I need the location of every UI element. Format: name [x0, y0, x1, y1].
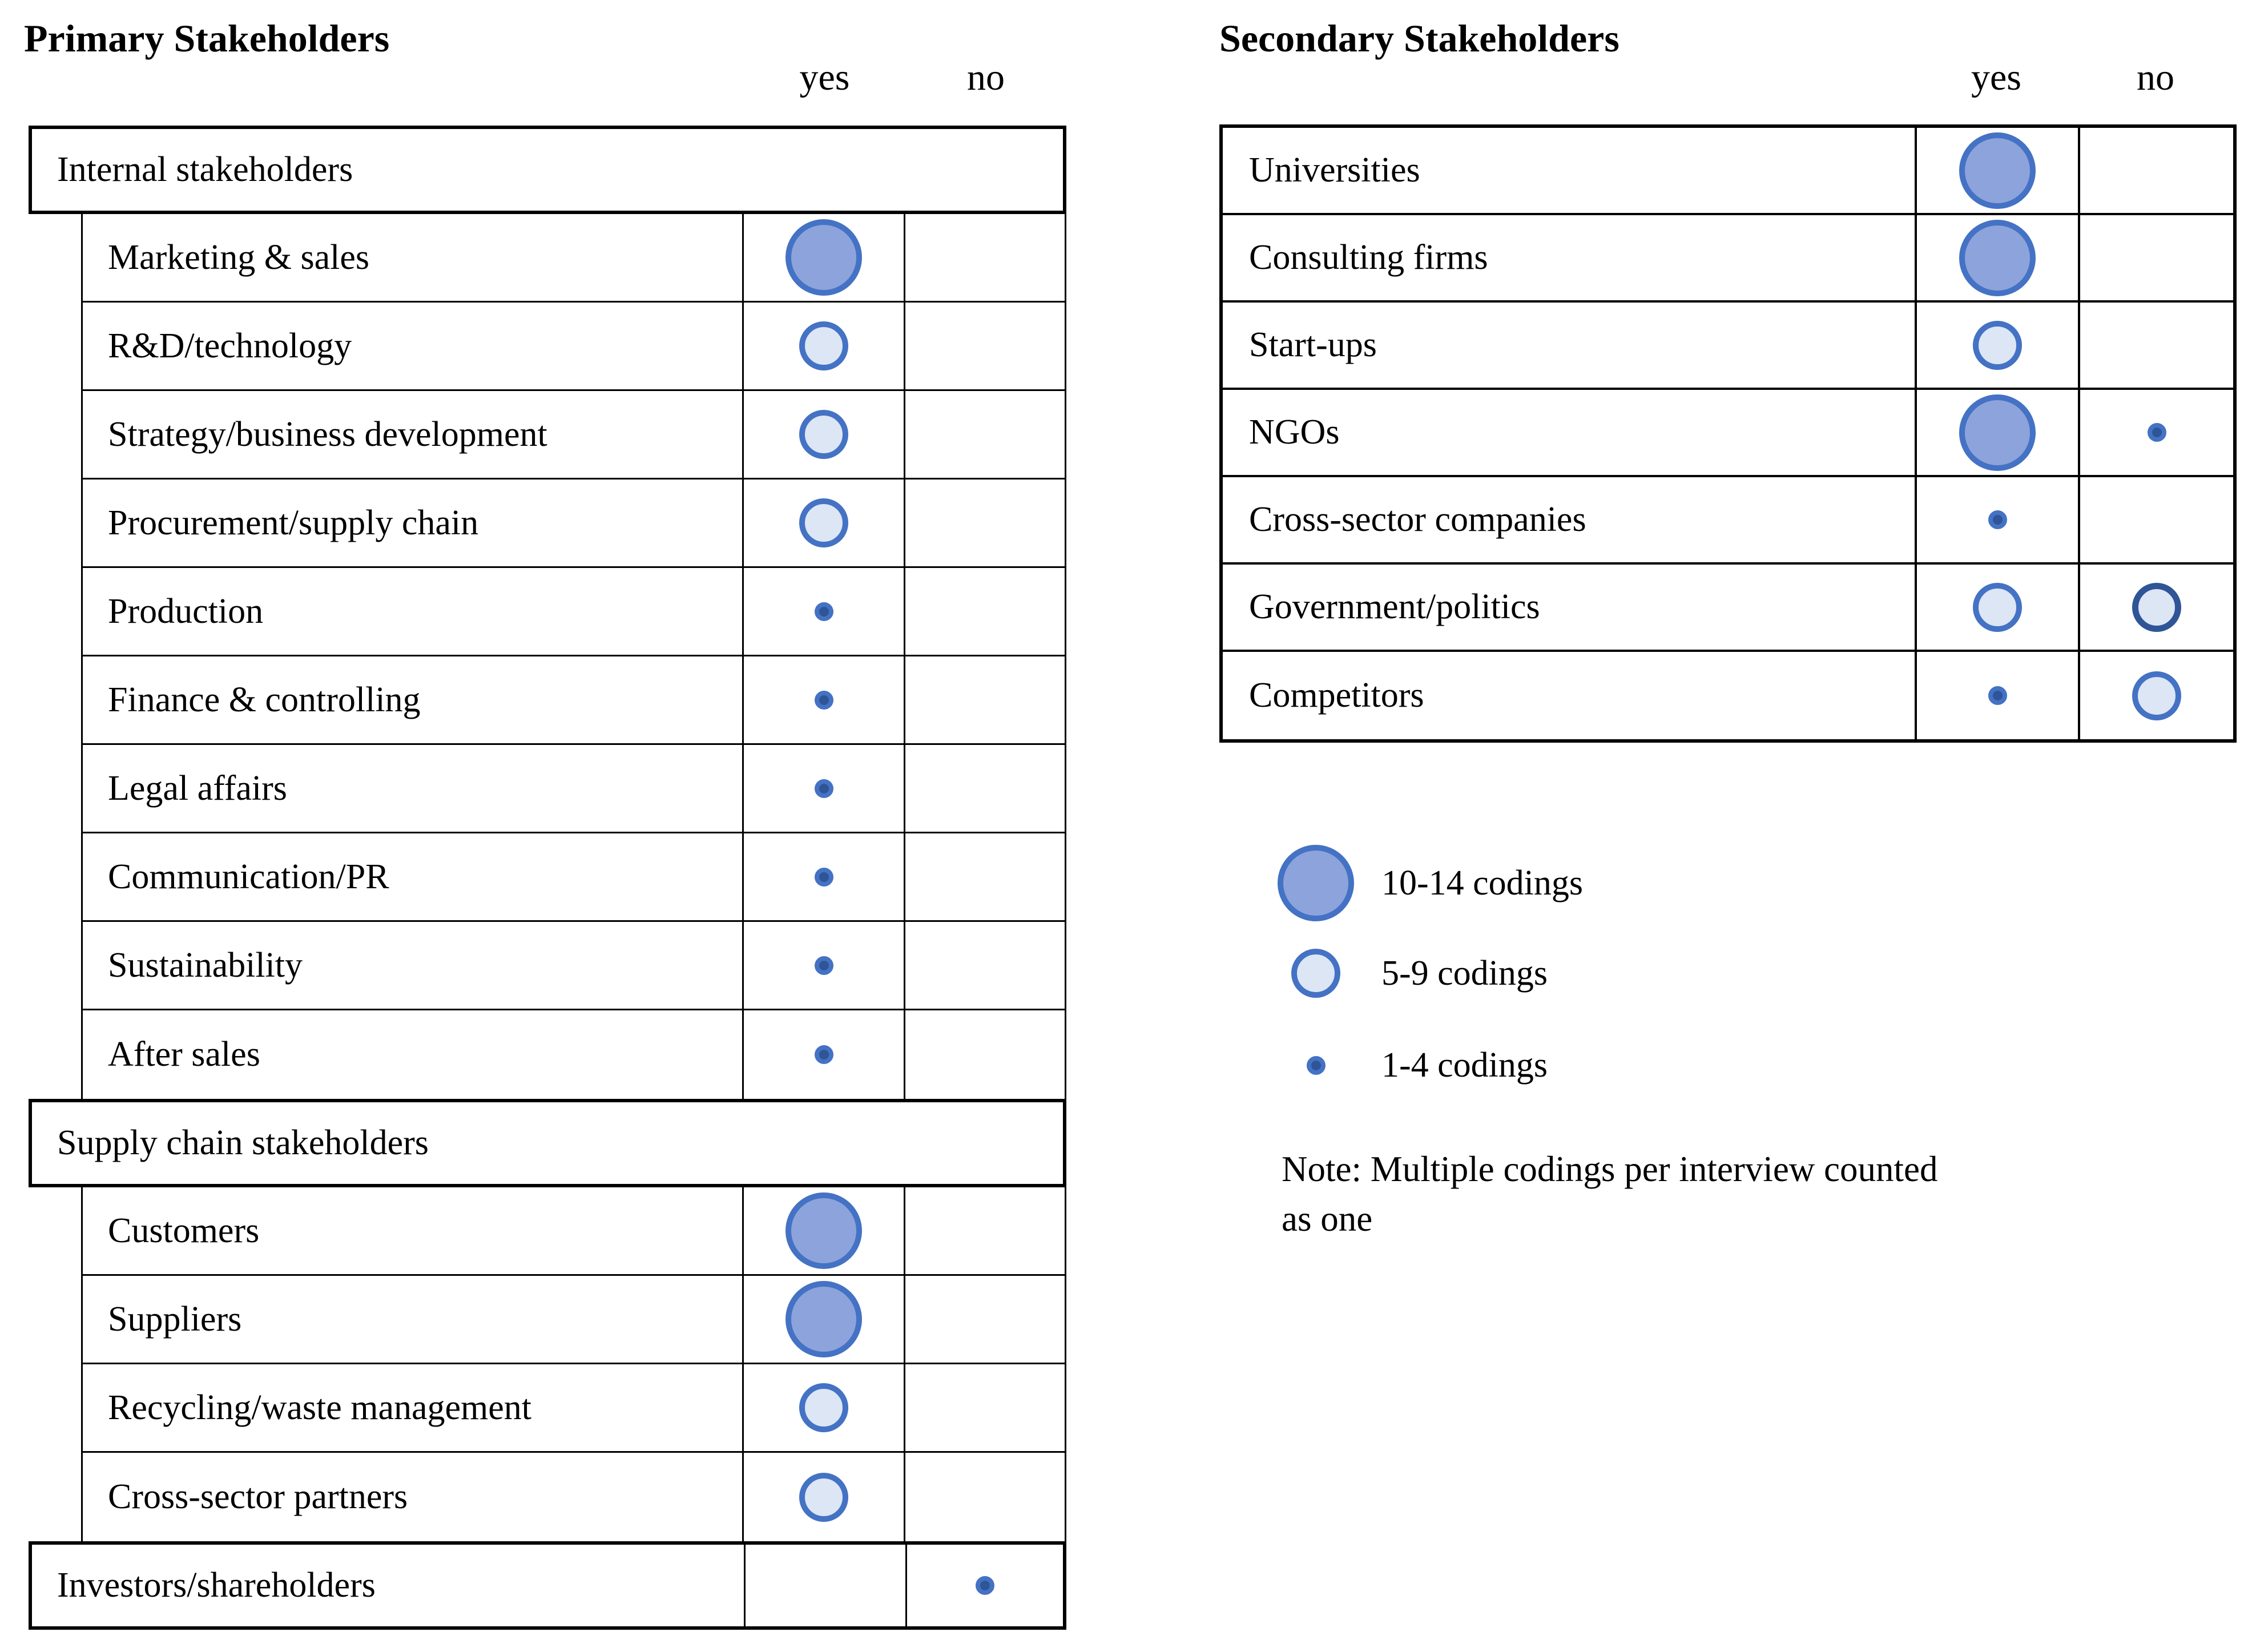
- coding-bubble-small-icon: [815, 779, 833, 798]
- coding-bubble-small-icon: [815, 1045, 833, 1064]
- no-cell: [904, 922, 1065, 1009]
- legend-item: [1262, 845, 1583, 921]
- row-label: Marketing & sales: [108, 237, 370, 277]
- no-cell: [904, 1453, 1065, 1541]
- table-row: [81, 1187, 1066, 1276]
- coding-bubble-large-icon: [1959, 394, 2036, 471]
- table-row: [81, 568, 1066, 656]
- coding-bubble-medium-icon: [1973, 321, 2022, 370]
- legend-label: 1-4 codings: [1381, 1046, 1548, 1085]
- table-row: [81, 656, 1066, 745]
- coding-bubble-small-icon: [815, 868, 833, 887]
- row-label: After sales: [108, 1035, 260, 1074]
- table-row: [1223, 565, 2233, 652]
- table-row: [81, 745, 1066, 833]
- primary-title: Primary Stakeholders: [24, 17, 390, 60]
- no-cell: [2078, 652, 2233, 739]
- coding-bubble-medium-icon: [799, 1473, 848, 1522]
- yes-cell: [742, 1364, 904, 1451]
- coding-bubble-medium-icon: [1291, 949, 1340, 998]
- table-row: [81, 1453, 1066, 1541]
- coding-bubble-small-icon: [1988, 686, 2007, 705]
- coding-bubble-large-icon: [1959, 220, 2036, 296]
- yes-cell: [1915, 215, 2078, 300]
- legend-bubble-box: [1262, 949, 1370, 998]
- row-label: Procurement/supply chain: [108, 503, 479, 542]
- no-cell: [904, 833, 1065, 920]
- row-label: Investors/shareholders: [57, 1566, 376, 1605]
- group-row: [29, 1099, 1066, 1187]
- table-row: [81, 480, 1066, 568]
- coding-bubble-large-icon: [785, 219, 862, 296]
- no-cell: [904, 568, 1065, 655]
- yes-cell: [1915, 565, 2078, 650]
- yes-cell: [742, 568, 904, 655]
- no-cell: [904, 391, 1065, 478]
- no-cell: [2078, 303, 2233, 388]
- coding-bubble-large-icon: [1278, 845, 1354, 921]
- yes-cell: [742, 1187, 904, 1274]
- row-label: Strategy/business development: [108, 414, 547, 454]
- no-cell: [904, 1276, 1065, 1363]
- table-row: [81, 1010, 1066, 1099]
- no-cell: [904, 303, 1065, 389]
- row-label: R&D/technology: [108, 326, 352, 365]
- yes-cell: [742, 1453, 904, 1541]
- secondary-no-column-header: no: [2137, 57, 2174, 98]
- row-label: Consulting firms: [1249, 238, 1488, 277]
- yes-cell: [742, 480, 904, 566]
- row-label: Sustainability: [108, 945, 303, 985]
- no-cell: [2078, 390, 2233, 475]
- row-label: Legal affairs: [108, 768, 287, 808]
- coding-bubble-medium-icon: [799, 321, 848, 370]
- table-row: [1223, 303, 2233, 390]
- table-row: [1223, 215, 2233, 303]
- group-row: [29, 126, 1066, 214]
- coding-bubble-small-icon: [815, 956, 833, 975]
- row-label: Customers: [108, 1211, 260, 1250]
- secondary-yes-column-header: yes: [1971, 57, 2021, 98]
- coding-bubble-medium-icon: [1973, 583, 2022, 632]
- yes-cell: [1915, 652, 2078, 739]
- yes-cell: [742, 745, 904, 832]
- coding-bubble-small-icon: [815, 691, 833, 710]
- table-row: [1223, 652, 2233, 739]
- secondary-title: Secondary Stakeholders: [1219, 17, 1619, 60]
- no-cell: [904, 214, 1065, 301]
- table-row: [81, 1364, 1066, 1453]
- yes-cell: [744, 1545, 905, 1626]
- legend-label: 10-14 codings: [1381, 863, 1584, 902]
- legend-item: [1262, 1045, 1548, 1086]
- coding-bubble-medium-icon: [2132, 671, 2181, 720]
- legend-bubble-box: [1262, 1056, 1370, 1075]
- coding-bubble-medium-icon: [799, 498, 848, 547]
- row-label: Supply chain stakeholders: [57, 1123, 429, 1162]
- legend-item: [1262, 949, 1548, 998]
- coding-bubble-small-icon: [1307, 1056, 1326, 1075]
- row-label: Finance & controlling: [108, 680, 421, 719]
- yes-cell: [742, 1276, 904, 1363]
- coding-bubble-small-icon: [976, 1576, 994, 1595]
- coding-bubble-large-icon: [785, 1281, 862, 1357]
- no-cell: [904, 1010, 1065, 1099]
- no-cell: [2078, 565, 2233, 650]
- row-label: Cross-sector partners: [108, 1477, 408, 1516]
- row-label: Universities: [1249, 151, 1420, 190]
- coding-bubble-small-icon: [1988, 510, 2007, 529]
- yes-cell: [742, 303, 904, 389]
- table-row: [81, 391, 1066, 480]
- no-cell: [904, 745, 1065, 832]
- note-text: Note: Multiple codings per interview counted as one: [1282, 1149, 1938, 1239]
- row-label: Production: [108, 591, 264, 631]
- no-cell: [905, 1545, 1063, 1626]
- coding-bubble-medium-icon: [799, 1383, 848, 1432]
- no-cell: [2078, 477, 2233, 562]
- yes-cell: [742, 656, 904, 743]
- row-label: Start-ups: [1249, 325, 1377, 364]
- primary-no-column-header: no: [967, 57, 1005, 98]
- no-cell: [2078, 128, 2233, 213]
- table-row: [81, 214, 1066, 303]
- no-cell: [904, 1364, 1065, 1451]
- row-label: Internal stakeholders: [57, 150, 353, 189]
- yes-cell: [742, 922, 904, 1009]
- coding-bubble-large-icon: [1959, 132, 2036, 209]
- table-row: [1223, 390, 2233, 477]
- coding-bubble-large-icon: [785, 1192, 862, 1269]
- table-row: [1223, 477, 2233, 565]
- no-cell: [904, 480, 1065, 566]
- yes-cell: [1915, 477, 2078, 562]
- row-label: NGOs: [1249, 413, 1340, 452]
- yes-cell: [742, 1010, 904, 1099]
- yes-cell: [742, 391, 904, 478]
- no-cell: [904, 656, 1065, 743]
- row-label: Suppliers: [108, 1299, 242, 1339]
- coding-bubble-medium-dark-icon: [2132, 583, 2181, 632]
- yes-cell: [1915, 390, 2078, 475]
- coding-bubble-medium-icon: [799, 410, 848, 459]
- group-row: [29, 1541, 1066, 1630]
- table-row: [81, 833, 1066, 922]
- primary-yes-column-header: yes: [799, 57, 850, 98]
- row-label: Recycling/waste management: [108, 1388, 532, 1427]
- row-label: Government/politics: [1249, 587, 1540, 626]
- table-row: [81, 1276, 1066, 1364]
- yes-cell: [742, 214, 904, 301]
- yes-cell: [1915, 303, 2078, 388]
- table-row: [81, 922, 1066, 1010]
- no-cell: [904, 1187, 1065, 1274]
- no-cell: [2078, 215, 2233, 300]
- secondary-stakeholders-table: [1219, 124, 2237, 743]
- legend-label: 5-9 codings: [1381, 953, 1548, 993]
- legend-bubble-box: [1262, 845, 1370, 921]
- yes-cell: [1915, 128, 2078, 213]
- coding-bubble-small-icon: [2148, 423, 2166, 442]
- coding-bubble-small-icon: [815, 602, 833, 621]
- row-label: Cross-sector companies: [1249, 500, 1586, 539]
- table-row: [81, 303, 1066, 391]
- table-row: [1223, 128, 2233, 215]
- row-label: Communication/PR: [108, 857, 389, 896]
- row-label: Competitors: [1249, 676, 1424, 715]
- yes-cell: [742, 833, 904, 920]
